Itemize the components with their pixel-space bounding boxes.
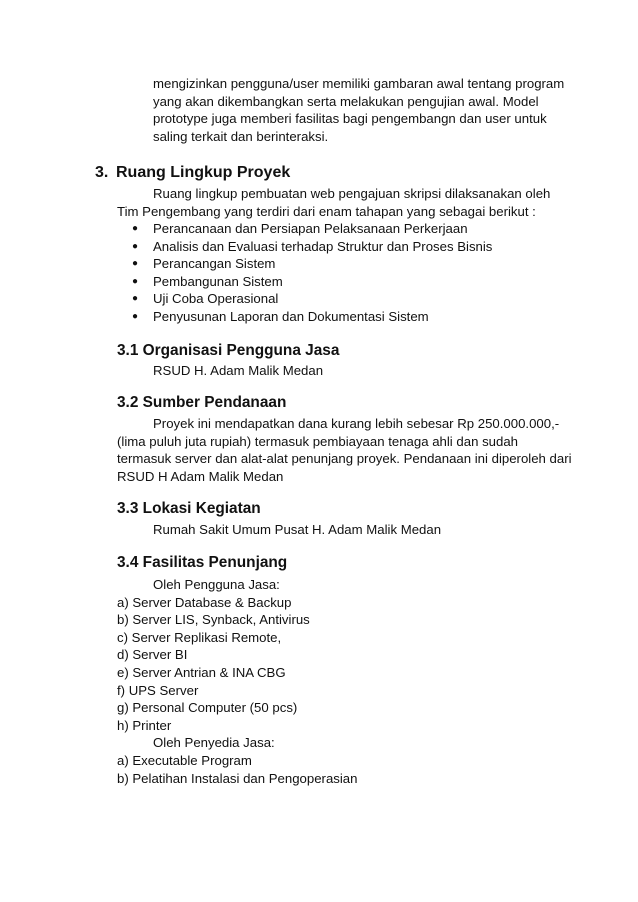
paragraph-line: Rumah Sakit Umum Pusat H. Adam Malik Medan [153,522,442,537]
section-3-paragraph [117,185,550,220]
intro-line: saling terkait dan berinteraksi. [153,128,329,144]
user-heading: Oleh Pengguna Jasa: [153,577,280,592]
list-item: ● Perancangan Sistem [132,255,492,273]
section-3-1-heading: 3.1 Organisasi Pengguna Jasa [117,342,340,359]
list-item: ● Penyusunan Laporan dan Dokumentasi Sistem [132,308,492,326]
list-item: ● Perancanaan dan Persiapan Pelaksanaan Perkerjaan [132,220,492,238]
list-item: f) UPS Server [117,682,199,698]
list-item: d) Server BI [117,647,188,663]
paragraph-line: Proyek ini mendapatkan dana kurang lebih sebesar Rp 250.000.000,- [153,416,560,431]
section-3-heading [95,164,290,182]
section-3-4-heading: 3.4 Fasilitas Penunjang [117,554,288,571]
section-3-3-text [117,521,441,539]
scope-bullet-list [132,220,492,326]
list-item: e) Server Antrian & INA CBG [117,664,286,680]
paragraph-line: Ruang lingkup pembuatan web pengajuan skripsi dilaksanakan oleh [153,186,551,201]
section-3-2-paragraph [117,415,572,485]
list-item: c) Server Replikasi Remote, [117,629,282,645]
list-item: a) Executable Program [117,752,252,768]
paragraph-line: RSUD H. Adam Malik Medan [153,363,324,378]
list-item: ● Uji Coba Operasional [132,290,492,308]
paragraph-line: (lima puluh juta rupiah) termasuk pembiayaan tenaga ahli dan sudah [117,433,519,449]
intro-line: mengizinkan pengguna/user memiliki gambaran awal tentang program [153,76,565,91]
list-item: ● Analisis dan Evaluasi terhadap Struktur dan Proses Bisnis [132,238,492,256]
section-3-2-heading: 3.2 Sumber Pendanaan [117,394,287,411]
list-item: b) Server LIS, Synback, Antivirus [117,612,310,628]
list-item: h) Printer [117,717,172,733]
list-item: a) Server Database & Backup [117,594,292,610]
intro-line: yang akan dikembangkan serta melakukan pengujian awal. Model [153,93,539,109]
intro-paragraph [153,75,583,145]
section-3-3-heading: 3.3 Lokasi Kegiatan [117,500,261,517]
list-item: b) Pelatihan Instalasi dan Pengoperasian [117,770,358,786]
section-3-1-text [117,362,323,380]
paragraph-line: termasuk server dan alat-alat penunjang proyek. Pendanaan ini diperoleh dari [117,451,572,467]
section-3-number: 3. [95,164,109,181]
provider-heading: Oleh Penyedia Jasa: [153,735,275,751]
intro-line: prototype juga memberi fasilitas bagi pengembangn dan user untuk [153,111,547,127]
facilities-list [117,576,357,787]
list-item: ● Pembangunan Sistem [132,273,492,291]
list-item: g) Personal Computer (50 pcs) [117,700,298,716]
paragraph-line: RSUD H Adam Malik Medan [117,468,284,484]
paragraph-line: Tim Pengembang yang terdiri dari enam tahapan yang sebagai berikut : [117,203,536,219]
section-3-title: Ruang Lingkup Proyek [116,164,291,181]
